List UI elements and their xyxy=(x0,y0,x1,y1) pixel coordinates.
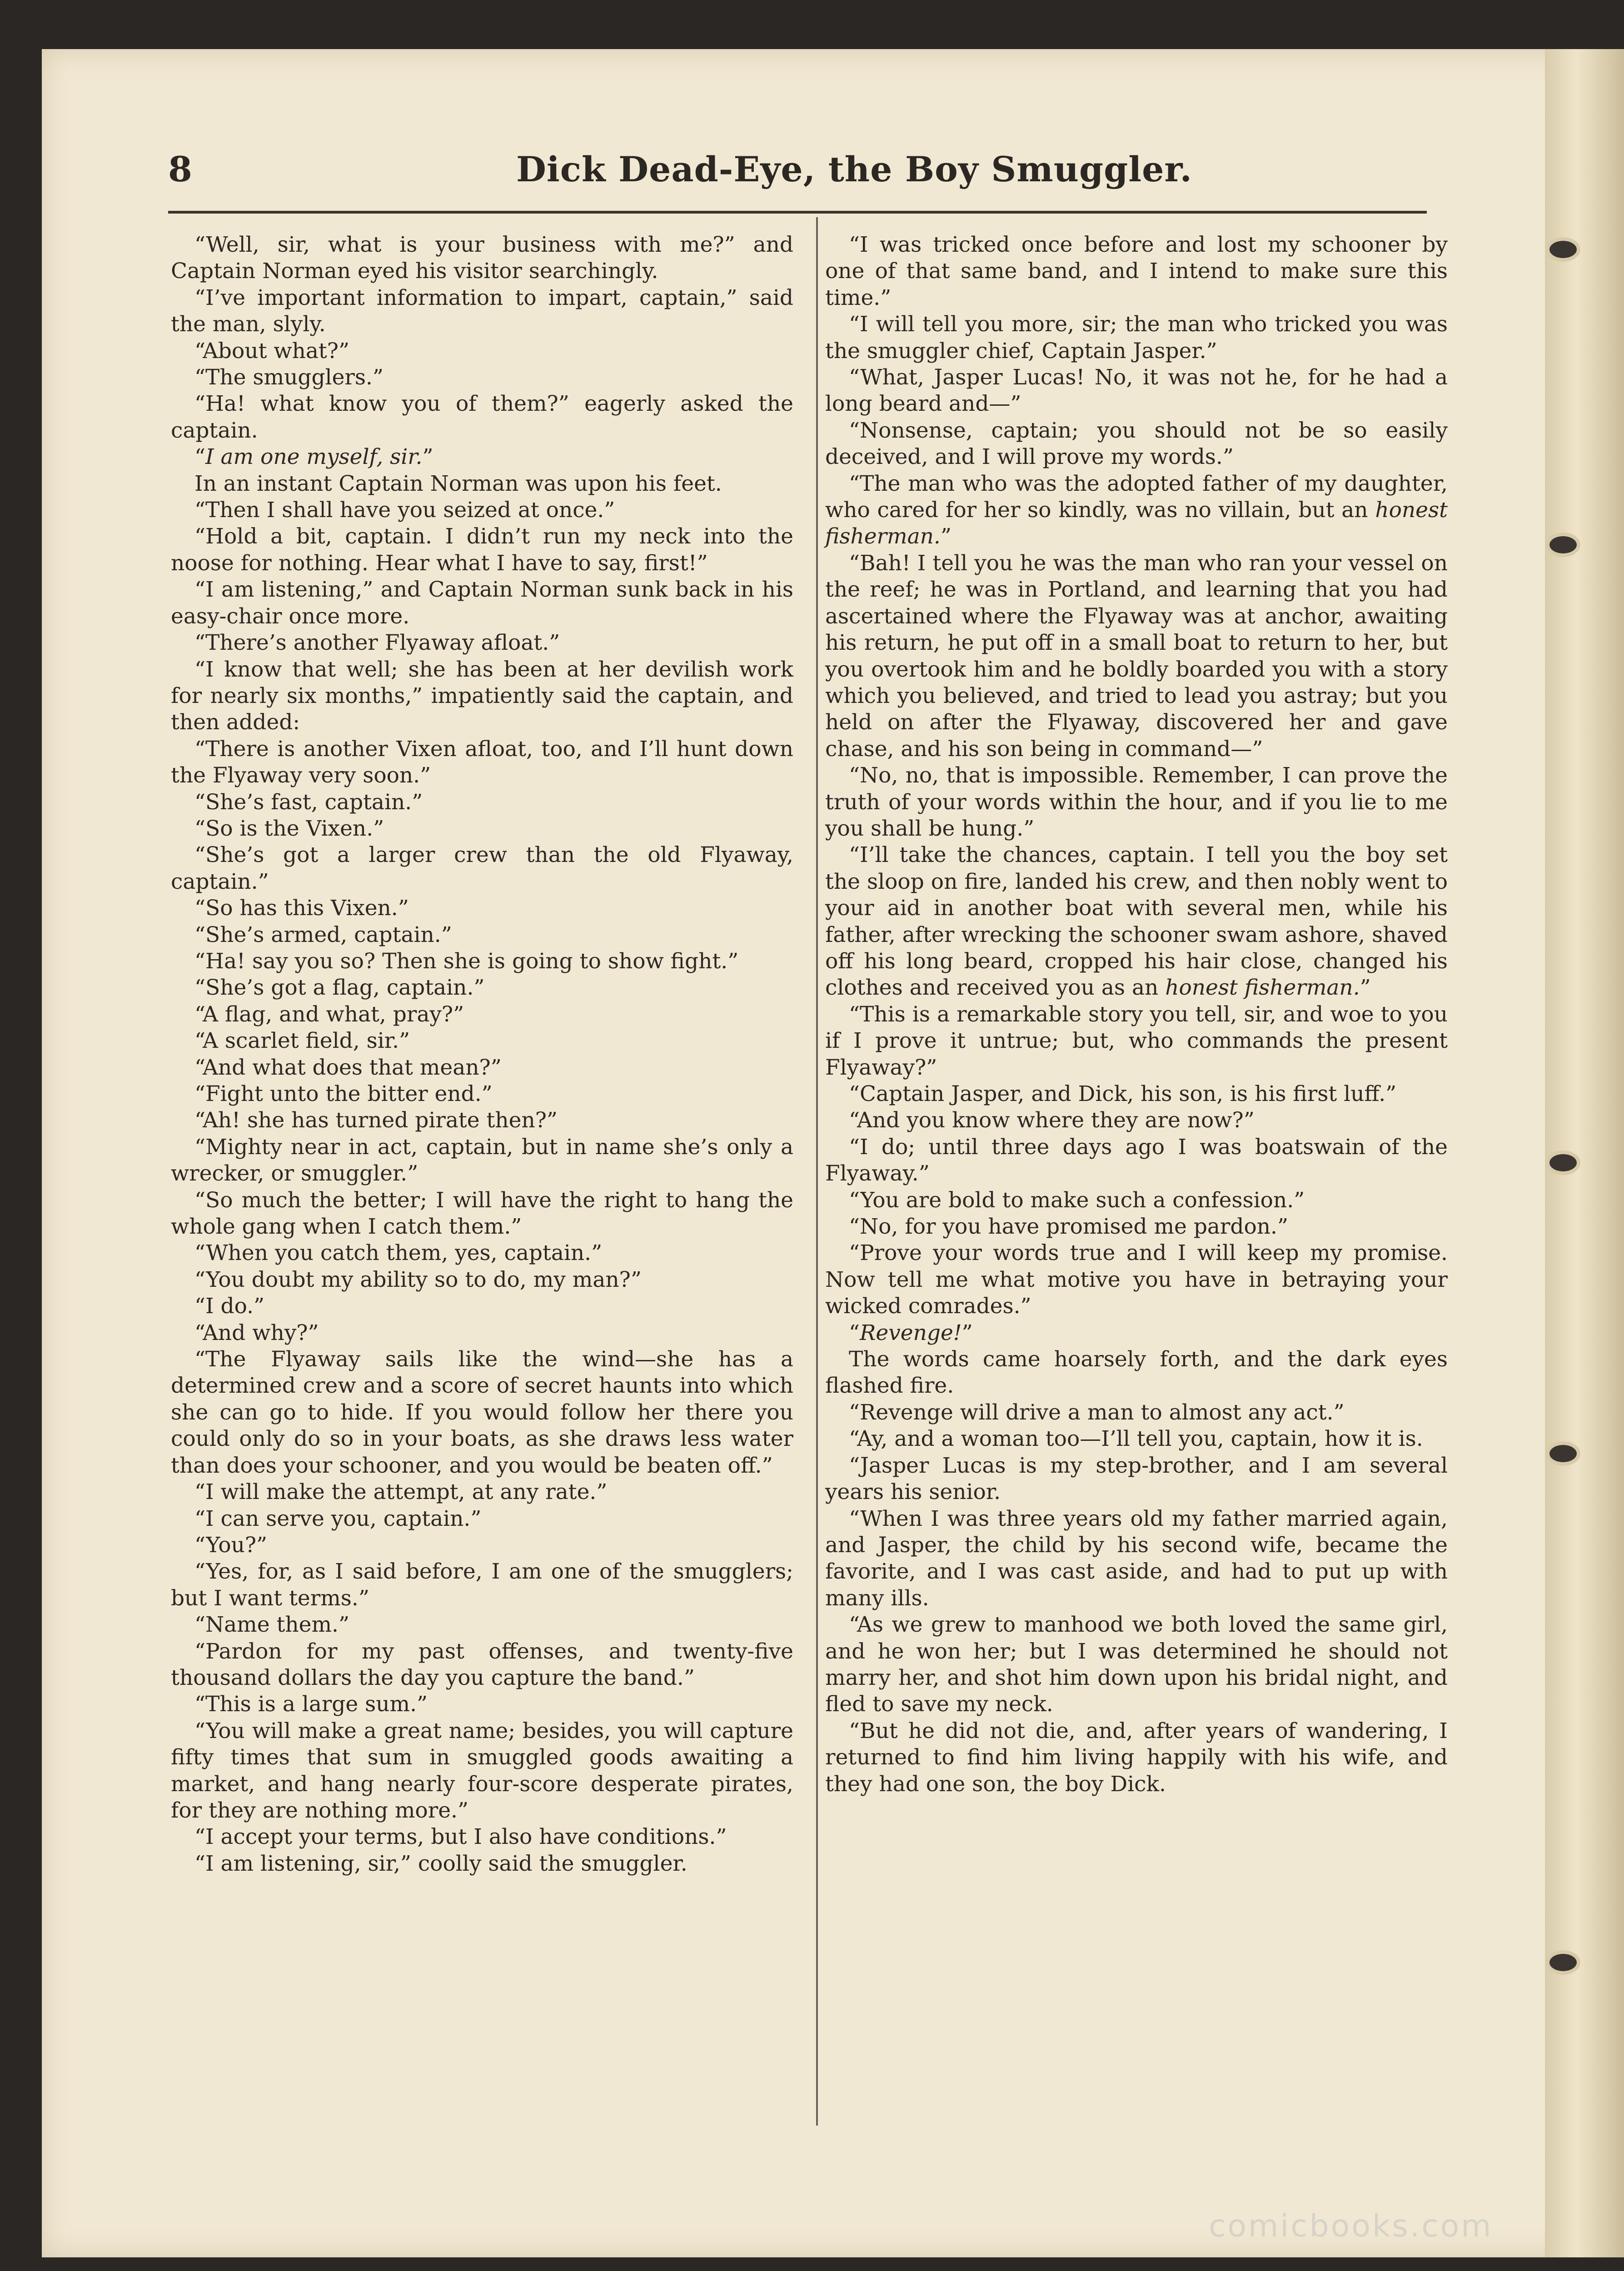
paragraph: “I am listening,” and Captain Norman sunk back in his easy-chair once more. xyxy=(171,577,793,629)
paragraph: “Revenge will drive a man to almost any act.” xyxy=(849,1399,1345,1425)
paragraph: “Well, sir, what is your business with me?” and Captain Norman eyed his visitor searchingly. xyxy=(171,232,793,284)
binding-hole xyxy=(1549,241,1577,258)
paragraph: “This is a large sum.” xyxy=(194,1692,428,1717)
paragraph: “The Flyaway sails like the wind—she has a determined crew and a score of secret haunts into which she can go to hide. If you would follow her there you could only do so in your boats, as she draws less water than does your schooner, and you would be beaten off.” xyxy=(171,1347,793,1478)
binding-hole xyxy=(1549,1445,1577,1462)
paragraph: “This is a remarkable story you tell, sir, and woe to you if I prove it untrue; but, who commands the present Flyaway?” xyxy=(825,1001,1448,1080)
paragraph: “I will tell you more, sir; the man who tricked you was the smuggler chief, Captain Jasper.” xyxy=(825,312,1448,364)
paragraph: “She’s got a flag, captain.” xyxy=(194,975,485,1001)
paragraph: “I accept your terms, but I also have conditions.” xyxy=(194,1824,727,1850)
left-column xyxy=(171,232,793,1877)
paragraph: “When you catch them, yes, captain.” xyxy=(194,1240,603,1266)
paragraph: “Bah! I tell you he was the man who ran your vessel on the reef; he was in Portland, and learning that you had ascertained where the Flyaway was at anchor, awaiting his return, he put off in a small boat to return to her, but you overtook him and he boldly boarded you with a story which you believed, and tried to lead you astray; but you held on after the Flyaway, discovered her and gave chase, and his son being in command—” xyxy=(825,550,1448,762)
paragraph: “Jasper Lucas is my step-brother, and I am several years his senior. xyxy=(825,1453,1448,1505)
right-column xyxy=(825,232,1448,1798)
paragraph: “When I was three years old my father married again, and Jasper, the child by his second wife, became the favorite, and I was cast aside, and had to put up with many ills. xyxy=(825,1506,1448,1611)
paragraph: “Ah! she has turned pirate then?” xyxy=(194,1108,558,1133)
paragraph: “And why?” xyxy=(194,1320,319,1345)
running-title: Dick Dead-Eye, the Boy Smuggler. xyxy=(516,149,1193,189)
paragraph: “A scarlet field, sir.” xyxy=(194,1028,410,1054)
paragraph: “She’s got a larger crew than the old Flyaway, captain.” xyxy=(171,842,793,894)
paragraph: “I’ve important information to impart, captain,” said the man, slyly. xyxy=(171,285,793,337)
paragraph: “The smugglers.” xyxy=(194,365,384,390)
paragraph: “So much the better; I will have the right to hang the whole gang when I catch them.” xyxy=(171,1187,793,1240)
paragraph: “You?” xyxy=(194,1532,268,1558)
paragraph: “I will make the attempt, at any rate.” xyxy=(194,1479,608,1505)
paragraph: “There is another Vixen afloat, too, and I’ll hunt down the Flyaway very soon.” xyxy=(171,736,793,788)
binding-hole xyxy=(1549,1954,1577,1971)
paragraph: “Pardon for my past offenses, and twenty-five thousand dollars the day you capture the band.” xyxy=(171,1639,793,1690)
paragraph: “No, for you have promised me pardon.” xyxy=(849,1214,1289,1240)
binding-hole xyxy=(1549,1154,1577,1171)
paragraph: “I can serve you, captain.” xyxy=(194,1506,482,1531)
paragraph: “You are bold to make such a confession.” xyxy=(849,1187,1305,1213)
paragraph: “Ha! what know you of them?” eagerly asked the captain. xyxy=(171,391,793,443)
paragraph: “I know that well; she has been at her devilish work for nearly six months,” impatiently said the captain, and then added: xyxy=(171,657,793,735)
paragraph: “You doubt my ability so to do, my man?” xyxy=(194,1267,642,1292)
paragraph: “Ay, and a woman too—I’ll tell you, captain, how it is. xyxy=(849,1426,1423,1452)
paragraph: “What, Jasper Lucas! No, it was not he, for he had a long beard and—” xyxy=(825,365,1448,417)
paragraph: “I do; until three days ago I was boatswain of the Flyaway.” xyxy=(825,1134,1448,1186)
paragraph: “And what does that mean?” xyxy=(194,1055,502,1080)
paragraph: “Ha! say you so? Then she is going to show fight.” xyxy=(194,948,739,974)
paragraph: In an instant Captain Norman was upon his feet. xyxy=(194,471,722,496)
page-header xyxy=(168,149,1427,204)
paragraph: “She’s armed, captain.” xyxy=(194,922,452,947)
paragraph: “I do.” xyxy=(194,1294,265,1319)
paragraph: “Nonsense, captain; you should not be so easily deceived, and I will prove my words.” xyxy=(825,418,1448,470)
page-binding xyxy=(1545,49,1624,2257)
paragraph: “You will make a great name; besides, you will capture fifty times that sum in smuggled goods awaiting a market, and hang nearly four-score desperate pirates, for they are nothing more.” xyxy=(171,1718,793,1823)
paragraph: “I am listening, sir,” coolly said the smuggler. xyxy=(194,1851,687,1876)
paragraph: “I’ll take the chances, captain. I tell you the boy set the sloop on fire, landed his crew, and then nobly went to your aid in another boat with several men, while his father, after wrecking the schooner swam ashore, shaved off his long beard, cropped his hair close, changed his clothes and received you as an honest fisherman.” xyxy=(825,842,1448,1001)
paragraph: “As we grew to manhood we both loved the same girl, and he won her; but I was determined he should not marry her, and shot him down upon his bridal night, and fled to save my neck. xyxy=(825,1612,1448,1717)
paragraph: “Prove your words true and I will keep my promise. Now tell me what motive you have in betraying your wicked comrades.” xyxy=(825,1240,1448,1319)
paragraph: “Then I shall have you seized at once.” xyxy=(194,498,615,523)
paragraph: “A flag, and what, pray?” xyxy=(194,1001,464,1027)
page-number: 8 xyxy=(168,149,192,189)
paragraph: “No, no, that is impossible. Remember, I can prove the truth of your words within the hour, and if you lie to me you shall be hung.” xyxy=(825,763,1448,841)
paragraph: “I am one myself, sir.” xyxy=(194,444,433,470)
paragraph: “Fight unto the bitter end.” xyxy=(194,1081,493,1106)
paragraph: The words came hoarsely forth, and the dark eyes flashed fire. xyxy=(825,1347,1448,1399)
paragraph: “So is the Vixen.” xyxy=(194,816,384,841)
paragraph: “But he did not die, and, after years of wandering, I returned to find him living happily with his wife, and they had one son, the boy Dick. xyxy=(825,1718,1448,1797)
paragraph: “Captain Jasper, and Dick, his son, is his first luff.” xyxy=(849,1081,1397,1106)
paragraph: “And you know where they are now?” xyxy=(849,1108,1255,1133)
paragraph: “Revenge!” xyxy=(849,1320,973,1345)
paragraph: “There’s another Flyaway afloat.” xyxy=(194,630,560,656)
paragraph: “The man who was the adopted father of my daughter, who cared for her so kindly, was no villain, but an honest fisherman.” xyxy=(825,471,1448,549)
paragraph: “Yes, for, as I said before, I am one of the smugglers; but I want terms.” xyxy=(171,1559,793,1611)
header-rule xyxy=(168,211,1427,214)
paragraph: “Hold a bit, captain. I didn’t run my neck into the noose for nothing. Hear what I have to say, first!” xyxy=(171,524,793,576)
paragraph: “She’s fast, captain.” xyxy=(194,789,423,815)
paragraph: “Mighty near in act, captain, but in name she’s only a wrecker, or smuggler.” xyxy=(171,1134,793,1186)
paragraph: “About what?” xyxy=(194,338,350,364)
paragraph: “I was tricked once before and lost my schooner by one of that same band, and I intend to make sure this time.” xyxy=(825,232,1448,310)
column-divider xyxy=(816,217,818,2126)
paragraph: “So has this Vixen.” xyxy=(194,896,409,921)
binding-hole xyxy=(1549,536,1577,553)
paragraph: “Name them.” xyxy=(194,1612,350,1638)
watermark: comicbooks.com xyxy=(1209,2208,1493,2244)
